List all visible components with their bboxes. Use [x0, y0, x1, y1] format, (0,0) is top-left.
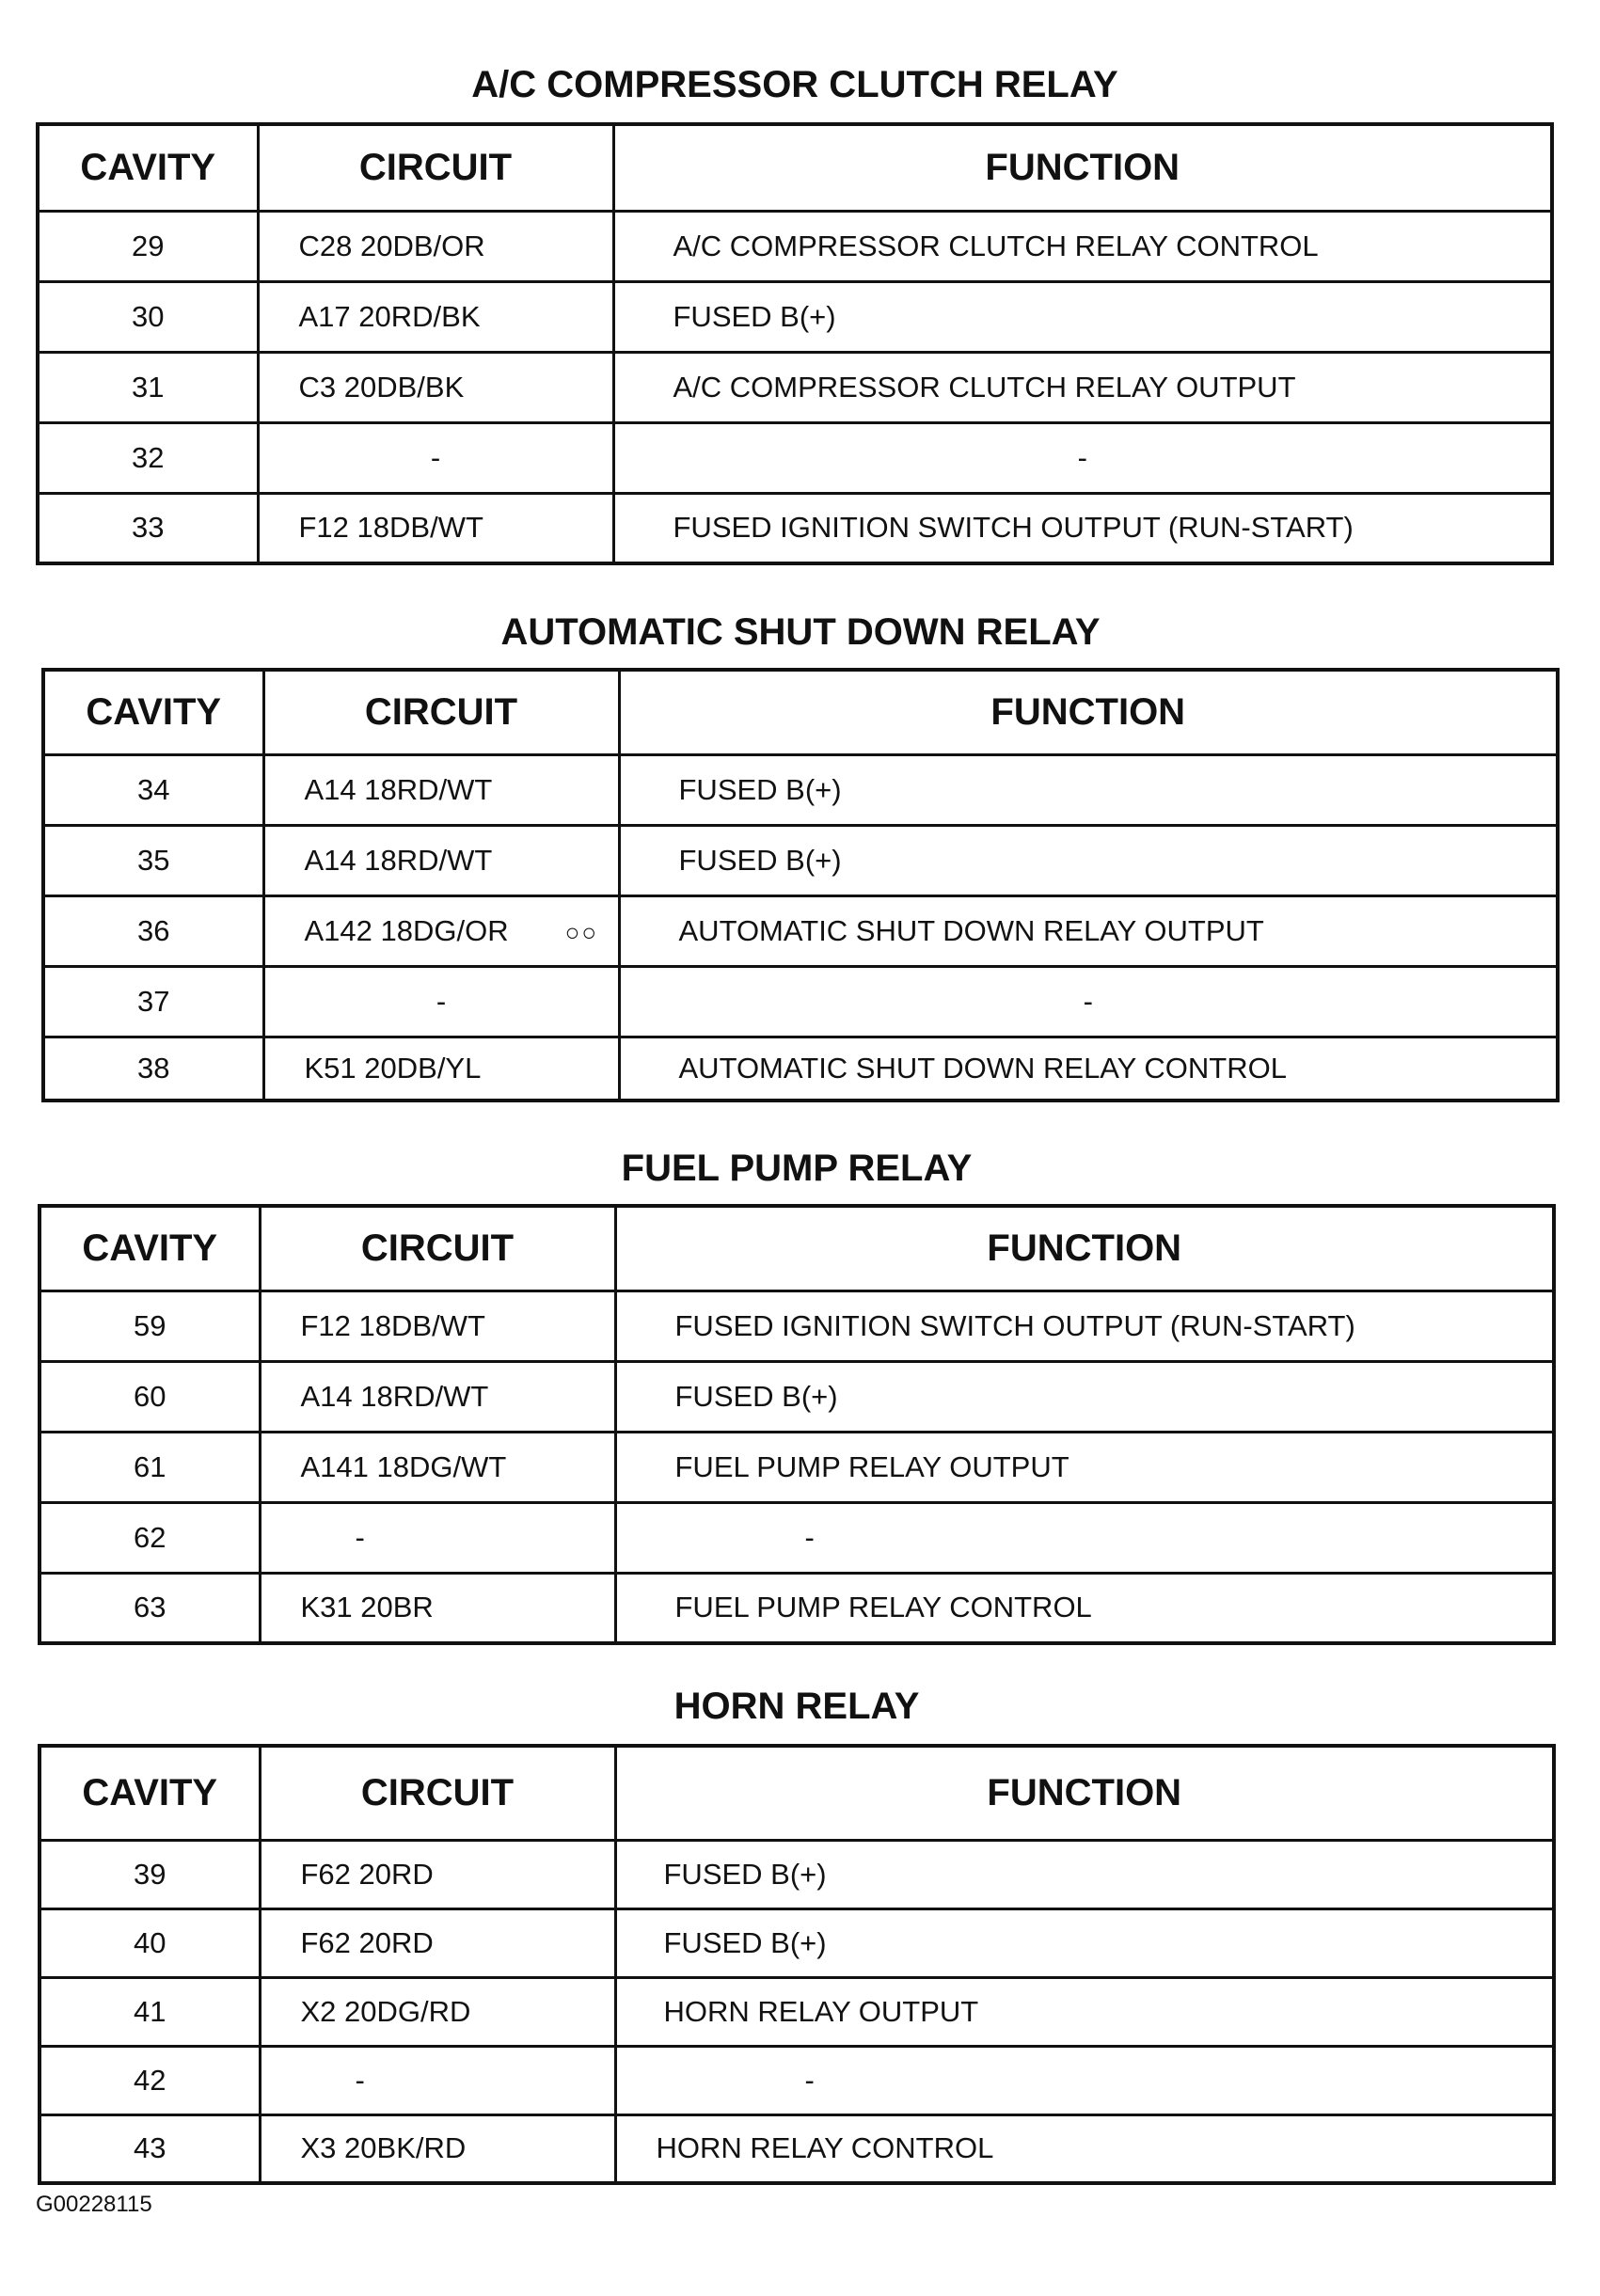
- cavity-cell: 40: [40, 1908, 260, 1977]
- circuit-cell: [263, 895, 619, 966]
- cavity-cell: 42: [40, 2046, 260, 2114]
- header-row: [43, 670, 1558, 754]
- table-row: [40, 2114, 1554, 2183]
- table-row: [38, 493, 1552, 563]
- circuit-cell: A141 18DG/WT: [260, 1432, 615, 1502]
- table-row: [38, 422, 1552, 493]
- table-row: [38, 352, 1552, 422]
- header-cavity: CAVITY: [43, 670, 263, 754]
- circuit-text: A142 18DG/OR: [304, 913, 509, 947]
- header-function: FUNCTION: [615, 1206, 1554, 1291]
- cavity-cell: 31: [38, 352, 258, 422]
- circuit-cell: F62 20RD: [260, 1908, 615, 1977]
- cavity-cell: 29: [38, 211, 258, 281]
- circuit-cell: K51 20DB/YL: [263, 1037, 619, 1100]
- cavity-cell: 63: [40, 1573, 260, 1643]
- section-title: FUEL PUMP RELAY: [621, 1148, 973, 1189]
- header-cavity: CAVITY: [38, 124, 258, 211]
- header-circuit: CIRCUIT: [258, 124, 613, 211]
- figure-id: G00228115: [36, 2192, 152, 2217]
- table-row: [40, 1840, 1554, 1908]
- circuit-cell: A17 20RD/BK: [258, 281, 613, 352]
- circuit-cell: F12 18DB/WT: [258, 493, 613, 563]
- cavity-cell: 61: [40, 1432, 260, 1502]
- table-row: [38, 281, 1552, 352]
- function-cell: FUSED IGNITION SWITCH OUTPUT (RUN-START): [615, 1291, 1554, 1361]
- function-cell: -: [615, 2046, 1554, 2114]
- table-row: [40, 1432, 1554, 1502]
- header-function: FUNCTION: [619, 670, 1558, 754]
- table-row: [43, 966, 1558, 1037]
- table-row: [40, 1908, 1554, 1977]
- function-cell: FUSED B(+): [615, 1840, 1554, 1908]
- table-row: [40, 1502, 1554, 1573]
- cavity-cell: 35: [43, 825, 263, 895]
- circuit-cell: C3 20DB/BK: [258, 352, 613, 422]
- table-row: [38, 211, 1552, 281]
- table-row: [43, 754, 1558, 825]
- section-automatic-shut-down-relay: [41, 610, 1560, 1102]
- circuit-cell: -: [263, 966, 619, 1037]
- cavity-cell: 36: [43, 895, 263, 966]
- cavity-cell: 60: [40, 1361, 260, 1432]
- cavity-cell: 32: [38, 422, 258, 493]
- table-row: [40, 1977, 1554, 2046]
- cavity-cell: 62: [40, 1502, 260, 1573]
- table-row: [40, 2046, 1554, 2114]
- function-cell: HORN RELAY OUTPUT: [615, 1977, 1554, 2046]
- cavity-cell: 38: [43, 1037, 263, 1100]
- circuit-cell: X2 20DG/RD: [260, 1977, 615, 2046]
- cavity-cell: 30: [38, 281, 258, 352]
- table-row: [40, 1291, 1554, 1361]
- circuit-cell: A14 18RD/WT: [263, 825, 619, 895]
- circuit-cell: F62 20RD: [260, 1840, 615, 1908]
- cavity-cell: 43: [40, 2114, 260, 2183]
- header-circuit: CIRCUIT: [260, 1746, 615, 1840]
- circuit-cell: X3 20BK/RD: [260, 2114, 615, 2183]
- function-cell: FUSED B(+): [619, 825, 1558, 895]
- header-row: [40, 1206, 1554, 1291]
- function-cell: FUEL PUMP RELAY CONTROL: [615, 1573, 1554, 1643]
- cavity-cell: 41: [40, 1977, 260, 2046]
- function-cell: AUTOMATIC SHUT DOWN RELAY OUTPUT: [619, 895, 1558, 966]
- relay-table: [38, 1744, 1556, 2185]
- function-cell: FUSED IGNITION SWITCH OUTPUT (RUN-START): [613, 493, 1552, 563]
- header-cavity: CAVITY: [40, 1746, 260, 1840]
- section-title: HORN RELAY: [673, 1686, 920, 1727]
- circuit-cell: -: [260, 1502, 615, 1573]
- relay-table: [41, 668, 1560, 1102]
- connector-mark-icon: ○○: [564, 917, 599, 946]
- circuit-cell: C28 20DB/OR: [258, 211, 613, 281]
- function-cell: -: [619, 966, 1558, 1037]
- section-ac-compressor-clutch-relay: [36, 62, 1554, 565]
- section-title: A/C COMPRESSOR CLUTCH RELAY: [471, 64, 1118, 105]
- function-cell: FUSED B(+): [615, 1361, 1554, 1432]
- header-row: [38, 124, 1552, 211]
- section-title: AUTOMATIC SHUT DOWN RELAY: [500, 611, 1101, 653]
- table-row: [40, 1573, 1554, 1643]
- function-cell: -: [615, 1502, 1554, 1573]
- function-cell: A/C COMPRESSOR CLUTCH RELAY CONTROL: [613, 211, 1552, 281]
- cavity-cell: 33: [38, 493, 258, 563]
- header-circuit: CIRCUIT: [263, 670, 619, 754]
- section-horn-relay: [38, 1684, 1556, 2185]
- circuit-cell: -: [258, 422, 613, 493]
- cavity-cell: 34: [43, 754, 263, 825]
- circuit-cell: F12 18DB/WT: [260, 1291, 615, 1361]
- table-row: [43, 895, 1558, 966]
- table-row: [43, 1037, 1558, 1100]
- function-cell: AUTOMATIC SHUT DOWN RELAY CONTROL: [619, 1037, 1558, 1100]
- header-function: FUNCTION: [615, 1746, 1554, 1840]
- circuit-cell: K31 20BR: [260, 1573, 615, 1643]
- circuit-cell: A14 18RD/WT: [260, 1361, 615, 1432]
- function-cell: FUSED B(+): [615, 1908, 1554, 1977]
- circuit-cell: -: [260, 2046, 615, 2114]
- cavity-cell: 37: [43, 966, 263, 1037]
- function-cell: HORN RELAY CONTROL: [615, 2114, 1554, 2183]
- header-cavity: CAVITY: [40, 1206, 260, 1291]
- function-cell: FUEL PUMP RELAY OUTPUT: [615, 1432, 1554, 1502]
- cavity-cell: 39: [40, 1840, 260, 1908]
- table-row: [40, 1361, 1554, 1432]
- header-row: [40, 1746, 1554, 1840]
- header-function: FUNCTION: [613, 124, 1552, 211]
- header-circuit: CIRCUIT: [260, 1206, 615, 1291]
- table-row: [43, 825, 1558, 895]
- cavity-cell: 59: [40, 1291, 260, 1361]
- function-cell: -: [613, 422, 1552, 493]
- function-cell: A/C COMPRESSOR CLUTCH RELAY OUTPUT: [613, 352, 1552, 422]
- section-fuel-pump-relay: [38, 1146, 1556, 1645]
- function-cell: FUSED B(+): [613, 281, 1552, 352]
- circuit-cell: A14 18RD/WT: [263, 754, 619, 825]
- relay-table: [38, 1204, 1556, 1645]
- function-cell: FUSED B(+): [619, 754, 1558, 825]
- relay-table: [36, 122, 1554, 565]
